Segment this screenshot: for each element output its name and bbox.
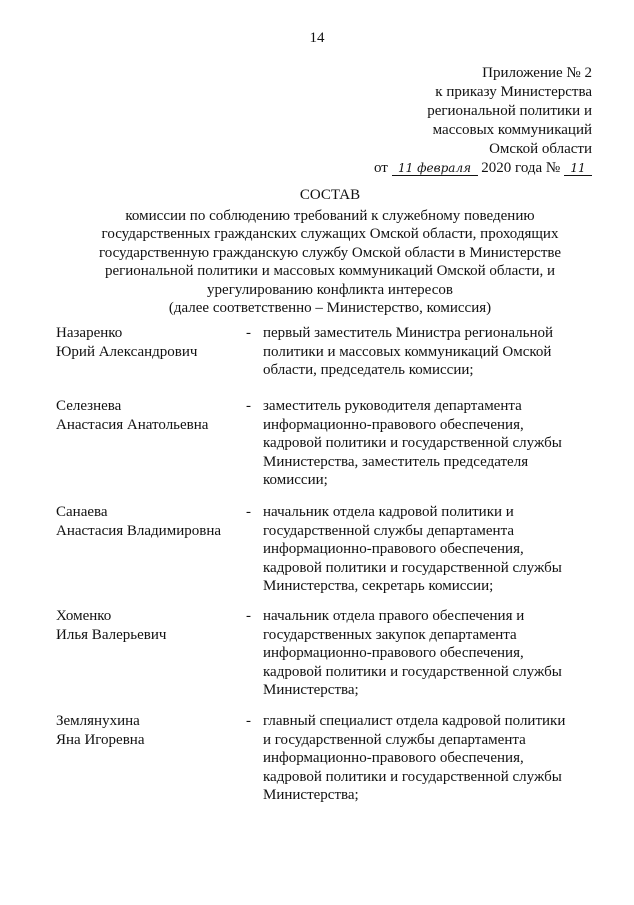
role-line: информационно-правового обеспечения, bbox=[263, 416, 524, 433]
role-line: кадровой политики и государственной службы bbox=[263, 663, 562, 680]
role-line: заместитель руководителя департамента bbox=[263, 398, 522, 414]
appendix-line: региональной политики и bbox=[427, 103, 592, 119]
member-name bbox=[56, 397, 246, 434]
member-dash: - bbox=[246, 608, 251, 624]
appendix-header bbox=[374, 64, 592, 178]
member-name bbox=[56, 607, 246, 644]
role-line: Министерства, секретарь комиссии; bbox=[263, 578, 494, 594]
member-dash: - bbox=[246, 398, 251, 414]
role-line: Министерства, заместитель председателя bbox=[263, 453, 529, 470]
handwritten-order-number: 11 bbox=[564, 161, 592, 176]
document-title bbox=[60, 186, 600, 318]
member-dash: - bbox=[246, 325, 251, 341]
member-surname: Хоменко bbox=[56, 608, 112, 624]
order-reference bbox=[374, 159, 592, 178]
role-line: начальник отдела правого обеспечения и bbox=[263, 608, 525, 624]
role-line: государственных закупок департамента bbox=[263, 626, 517, 643]
member-role bbox=[263, 503, 603, 596]
appendix-line: массовых коммуникаций bbox=[432, 122, 592, 138]
member-name bbox=[56, 324, 246, 361]
member-surname: Селезнева bbox=[56, 398, 122, 414]
appendix-line: Приложение № 2 bbox=[482, 65, 592, 81]
page-number: 14 bbox=[309, 30, 325, 46]
member-surname: Санаева bbox=[56, 504, 108, 520]
member-given-names: Анастасия Анатольевна bbox=[56, 416, 209, 433]
role-line: и государственной службы департамента bbox=[263, 731, 526, 748]
role-line: начальник отдела кадровой политики и bbox=[263, 504, 514, 520]
handwritten-order-date: 11 февраля bbox=[392, 161, 478, 176]
role-line: кадровой политики и государственной службы bbox=[263, 559, 562, 576]
role-line: информационно-правового обеспечения, bbox=[263, 645, 524, 661]
role-line: области, председатель комиссии; bbox=[263, 362, 474, 378]
role-line: комиссии; bbox=[263, 472, 328, 488]
member-role bbox=[263, 397, 603, 490]
member-given-names: Юрий Александрович bbox=[56, 343, 198, 360]
member-surname: Землянухина bbox=[56, 713, 140, 729]
order-year: 2020 года № bbox=[481, 160, 561, 176]
member-given-names: Анастасия Владимировна bbox=[56, 522, 221, 539]
title-line: государственных гражданских служащих Омской области, проходящих bbox=[101, 226, 559, 242]
role-line: Министерства; bbox=[263, 787, 359, 803]
appendix-line: к приказу Министерства bbox=[435, 84, 592, 100]
role-line: политики и массовых коммуникаций Омской bbox=[263, 343, 552, 360]
member-surname: Назаренко bbox=[56, 325, 123, 341]
role-line: главный специалист отдела кадровой политики bbox=[263, 713, 566, 729]
member-role bbox=[263, 712, 603, 805]
member-name bbox=[56, 712, 246, 749]
member-role bbox=[263, 324, 603, 380]
title-line: (далее соответственно – Министерство, комиссия) bbox=[168, 300, 492, 316]
order-prefix: от bbox=[373, 160, 388, 176]
member-name bbox=[56, 503, 246, 540]
role-line: кадровой политики и государственной службы bbox=[263, 768, 562, 785]
role-line: государственной службы департамента bbox=[263, 522, 514, 539]
appendix-line: Омской области bbox=[489, 141, 592, 157]
title-line: региональной политики и массовых коммуникаций Омской области, и bbox=[104, 263, 556, 279]
title-line: комиссии по соблюдению требований к служебному поведению bbox=[125, 207, 535, 224]
member-dash: - bbox=[246, 504, 251, 520]
title-heading: СОСТАВ bbox=[299, 187, 361, 203]
member-given-names: Илья Валерьевич bbox=[56, 626, 167, 643]
member-role bbox=[263, 607, 603, 700]
role-line: Министерства; bbox=[263, 682, 359, 698]
member-dash: - bbox=[246, 713, 251, 729]
role-line: информационно-правового обеспечения, bbox=[263, 750, 524, 766]
title-line: государственную гражданскую службу Омской области в Министерстве bbox=[98, 244, 562, 261]
title-line: урегулированию конфликта интересов bbox=[207, 281, 453, 298]
role-line: первый заместитель Министра региональной bbox=[263, 325, 554, 341]
role-line: кадровой политики и государственной службы bbox=[263, 435, 562, 451]
role-line: информационно-правового обеспечения, bbox=[263, 541, 524, 557]
member-given-names: Яна Игоревна bbox=[56, 731, 145, 748]
